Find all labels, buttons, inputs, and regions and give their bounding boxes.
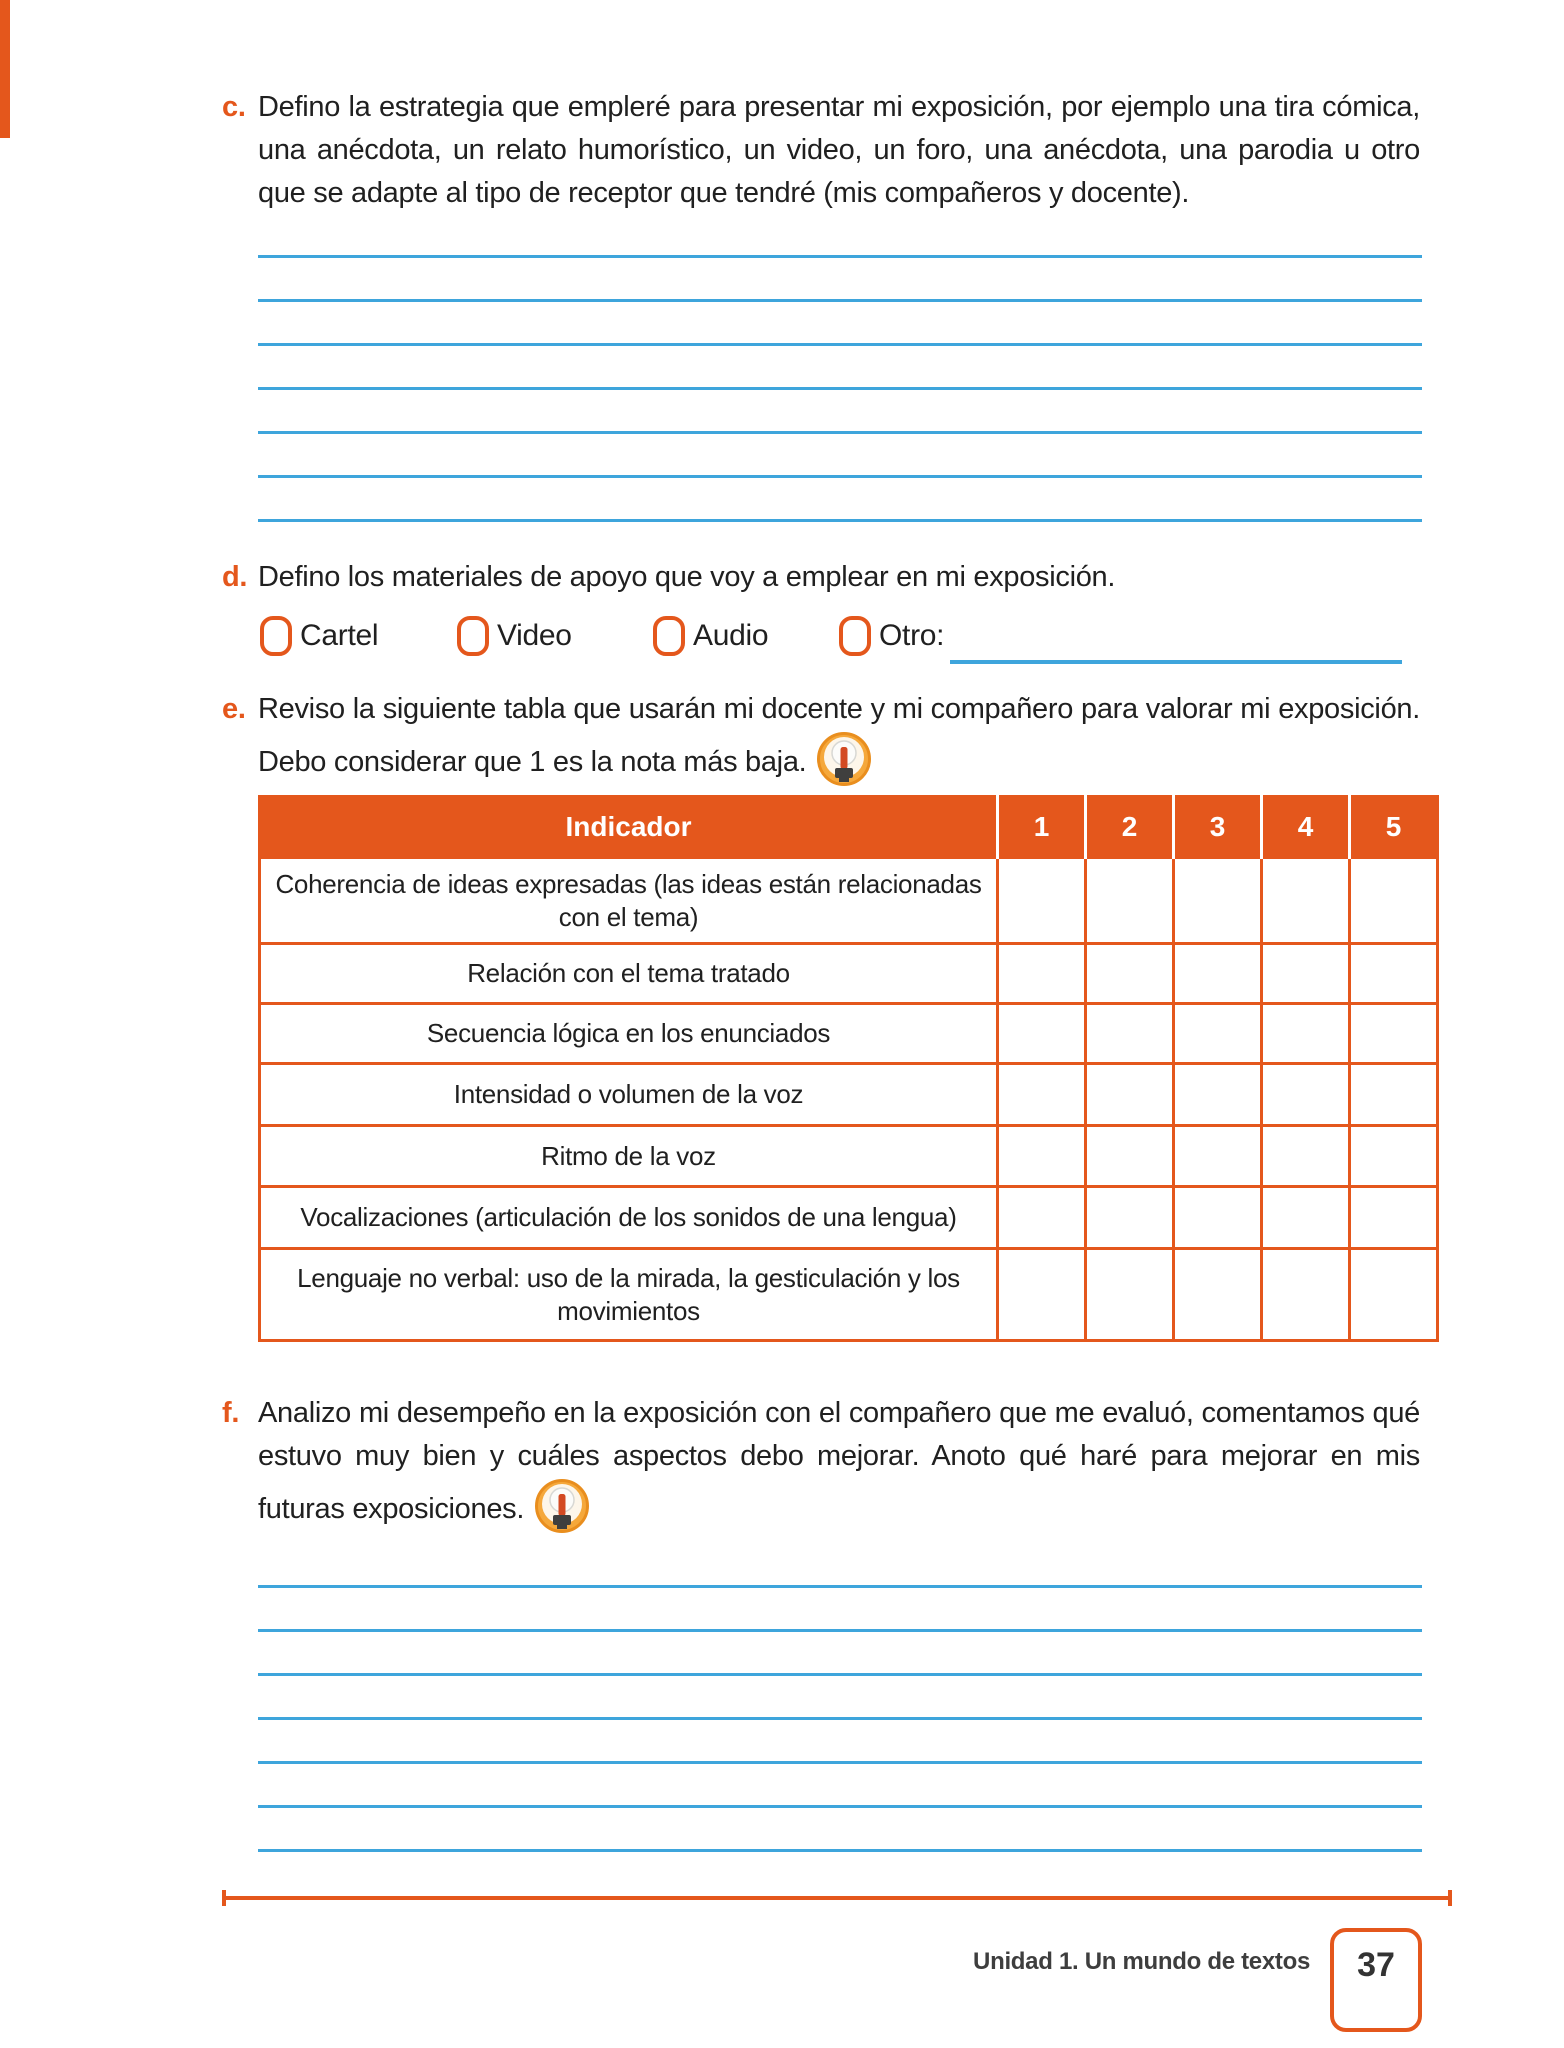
writing-line[interactable]: [258, 1632, 1422, 1676]
table-row: [260, 1004, 1438, 1064]
table-row: [260, 1064, 1438, 1126]
score-cell[interactable]: [1174, 858, 1262, 944]
score-cell[interactable]: [1262, 944, 1350, 1004]
rubric-table: [258, 795, 1439, 1342]
writing-line[interactable]: [258, 1720, 1422, 1764]
indicator-cell: Vocalizaciones (articulación de los sonidos de una lengua): [260, 1187, 998, 1249]
score-cell[interactable]: [998, 1064, 1086, 1126]
exercise-item-e: [222, 688, 1420, 800]
score-cell[interactable]: [1174, 1126, 1262, 1187]
score-cell[interactable]: [1086, 1004, 1174, 1064]
rubric-header-score-3: 3: [1174, 797, 1262, 858]
page-number-box: [1330, 1928, 1422, 2032]
writing-line[interactable]: [258, 1544, 1422, 1588]
writing-line[interactable]: [258, 346, 1422, 390]
writing-line[interactable]: [258, 1808, 1422, 1852]
score-cell[interactable]: [1174, 944, 1262, 1004]
writing-lines-block-1: [258, 214, 1422, 522]
writing-line[interactable]: [258, 434, 1422, 478]
score-cell[interactable]: [998, 1126, 1086, 1187]
score-cell[interactable]: [998, 944, 1086, 1004]
lightbulb-icon: [816, 731, 872, 800]
rubric-header-row: [260, 797, 1438, 858]
option-video-label: Video: [497, 619, 572, 652]
rubric-header-score-5: 5: [1350, 797, 1438, 858]
indicator-cell: Coherencia de ideas expresadas (las ideas están relacionadas con el tema): [260, 858, 998, 944]
indicator-cell: Lenguaje no verbal: uso de la mirada, la gesticulación y los movimientos: [260, 1249, 998, 1341]
checkbox-audio[interactable]: [653, 616, 685, 656]
rubric-header-score-2: 2: [1086, 797, 1174, 858]
checkbox-video[interactable]: [457, 616, 489, 656]
score-cell[interactable]: [998, 858, 1086, 944]
score-cell[interactable]: [1350, 1064, 1438, 1126]
option-audio-label: Audio: [693, 619, 769, 652]
item-d-marker: d.: [222, 561, 248, 593]
footer-rule-right-cap: [1448, 1890, 1452, 1906]
score-cell[interactable]: [1086, 1064, 1174, 1126]
indicator-cell: Ritmo de la voz: [260, 1126, 998, 1187]
score-cell[interactable]: [998, 1187, 1086, 1249]
materials-options-row: [258, 616, 1422, 668]
option-cartel: [260, 616, 378, 656]
score-cell[interactable]: [1086, 858, 1174, 944]
score-cell[interactable]: [1174, 1187, 1262, 1249]
item-e-text: Reviso la siguiente tabla que usarán mi docente y mi compañero para valorar mi exposición. Debo considerar que 1 es la nota más baja.: [258, 688, 1420, 800]
score-cell[interactable]: [1262, 1064, 1350, 1126]
writing-line[interactable]: [258, 302, 1422, 346]
table-row: [260, 1249, 1438, 1341]
writing-line[interactable]: [258, 390, 1422, 434]
score-cell[interactable]: [1350, 1126, 1438, 1187]
unit-label: Unidad 1. Un mundo de textos: [973, 1948, 1310, 1975]
score-cell[interactable]: [998, 1004, 1086, 1064]
writing-line[interactable]: [258, 1764, 1422, 1808]
lightbulb-icon: [534, 1478, 590, 1547]
table-row: [260, 944, 1438, 1004]
option-cartel-label: Cartel: [300, 619, 379, 652]
writing-line[interactable]: [258, 1588, 1422, 1632]
exercise-item-d: [222, 556, 1420, 599]
footer-rule: [222, 1896, 1452, 1900]
option-otro: [839, 616, 944, 656]
table-row: [260, 1187, 1438, 1249]
score-cell[interactable]: [1174, 1249, 1262, 1341]
indicator-cell: Intensidad o volumen de la voz: [260, 1064, 998, 1126]
option-video: [457, 616, 572, 656]
item-f-marker: f.: [222, 1397, 240, 1429]
exercise-item-f: [222, 1392, 1420, 1547]
exercise-item-c: [222, 86, 1420, 215]
score-cell[interactable]: [1262, 858, 1350, 944]
option-otro-label: Otro:: [879, 619, 945, 652]
score-cell[interactable]: [1086, 1249, 1174, 1341]
item-d-text: Defino los materiales de apoyo que voy a emplear en mi exposición.: [258, 561, 1116, 593]
option-audio: [653, 616, 768, 656]
score-cell[interactable]: [1350, 1004, 1438, 1064]
checkbox-otro[interactable]: [839, 616, 871, 656]
score-cell[interactable]: [1086, 1126, 1174, 1187]
footer-rule-left-cap: [222, 1890, 226, 1906]
rubric-header-score-1: 1: [998, 797, 1086, 858]
indicator-cell: Secuencia lógica en los enunciados: [260, 1004, 998, 1064]
score-cell[interactable]: [998, 1249, 1086, 1341]
otro-write-line[interactable]: [950, 660, 1402, 664]
writing-line[interactable]: [258, 1676, 1422, 1720]
item-c-marker: c.: [222, 91, 246, 123]
table-row: [260, 1126, 1438, 1187]
score-cell[interactable]: [1350, 944, 1438, 1004]
writing-line[interactable]: [258, 214, 1422, 258]
score-cell[interactable]: [1174, 1004, 1262, 1064]
score-cell[interactable]: [1350, 858, 1438, 944]
score-cell[interactable]: [1086, 1187, 1174, 1249]
score-cell[interactable]: [1262, 1126, 1350, 1187]
score-cell[interactable]: [1262, 1249, 1350, 1341]
indicator-cell: Relación con el tema tratado: [260, 944, 998, 1004]
writing-line[interactable]: [258, 478, 1422, 522]
score-cell[interactable]: [1174, 1064, 1262, 1126]
score-cell[interactable]: [1086, 944, 1174, 1004]
writing-lines-block-2: [258, 1544, 1422, 1852]
score-cell[interactable]: [1350, 1187, 1438, 1249]
rubric-header-score-4: 4: [1262, 797, 1350, 858]
score-cell[interactable]: [1350, 1249, 1438, 1341]
score-cell[interactable]: [1262, 1187, 1350, 1249]
item-f-text: Analizo mi desempeño en la exposición con el compañero que me evaluó, comentamos qué estuvo muy bien y cuáles aspectos debo mejorar. Anoto qué haré para mejorar en mis futuras exposiciones.: [258, 1392, 1420, 1547]
checkbox-cartel[interactable]: [260, 616, 292, 656]
item-e-marker: e.: [222, 693, 246, 725]
writing-line[interactable]: [258, 258, 1422, 302]
table-row: [260, 858, 1438, 944]
score-cell[interactable]: [1262, 1004, 1350, 1064]
rubric-header-indicator: Indicador: [260, 797, 998, 858]
page-edge-accent-bar: [0, 0, 10, 138]
item-c-text: Defino la estrategia que empleré para presentar mi exposición, por ejemplo una tira cómica, una anécdota, un relato humorístico, un video, un foro, una anécdota, una parodia u otro que se adapte al tipo de receptor que tendré (mis compañeros y docente).: [258, 91, 1420, 209]
page-number: 37: [1357, 1946, 1395, 1984]
